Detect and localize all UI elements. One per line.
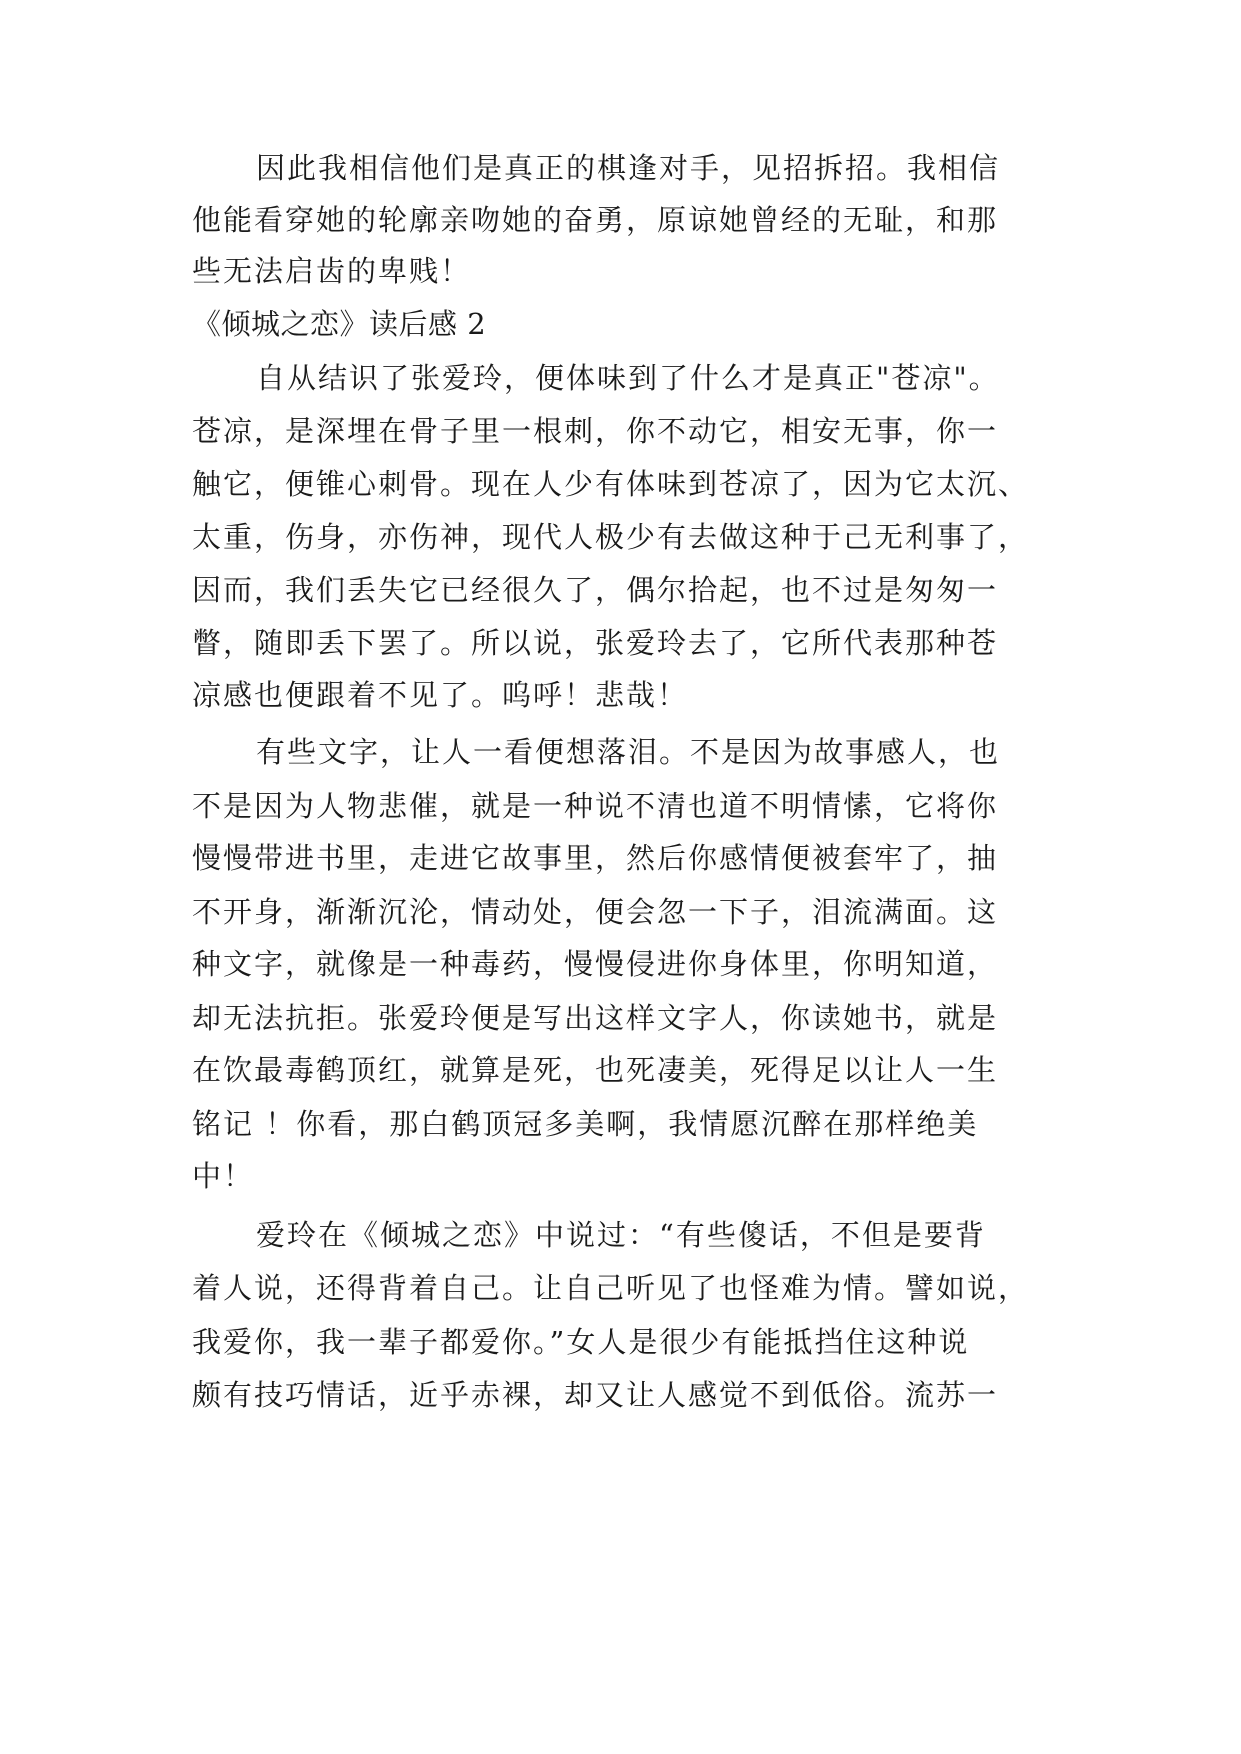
paragraph-line: 触它，便锥心刺骨。现在人少有体味到苍凉了，因为它太沉、 xyxy=(192,467,1030,501)
paragraph-line: 不开身，渐渐沉沦，情动处，便会忽一下子，泪流满面。这 xyxy=(192,895,999,929)
paragraph-line: 却无法抗拒。张爱玲便是写出这样文字人，你读她书，就是 xyxy=(192,1001,999,1035)
paragraph-line: 自从结识了张爱玲，便体味到了什么才是真正"苍凉"。 xyxy=(256,361,1000,395)
paragraph-line: 慢慢带进书里，走进它故事里，然后你感情便被套牢了，抽 xyxy=(192,841,999,875)
paragraph-line: 颇有技巧情话，近乎赤裸，却又让人感觉不到低俗。流苏一 xyxy=(192,1378,999,1412)
paragraph-line: 铭记 ！你看，那白鹤顶冠多美啊，我情愿沉醉在那样绝美 xyxy=(192,1107,979,1141)
paragraph-line: 他能看穿她的轮廓亲吻她的奋勇，原谅她曾经的无耻，和那 xyxy=(192,203,999,237)
paragraph-line: 苍凉，是深埋在骨子里一根刺，你不动它，相安无事，你一 xyxy=(192,414,999,448)
paragraph-line: 瞥，随即丢下罢了。所以说，张爱玲去了，它所代表那种苍 xyxy=(192,626,999,660)
paragraph-line: 太重，伤身，亦伤神，现代人极少有去做这种于己无利事了， xyxy=(192,520,1030,554)
paragraph-line: 爱玲在《倾城之恋》中说过：“有些傻话，不但是要背 xyxy=(256,1218,986,1252)
paragraph-line: 不是因为人物悲催，就是一种说不清也道不明情愫，它将你 xyxy=(192,789,999,823)
paragraph-line: 因而，我们丢失它已经很久了，偶尔拾起，也不过是匆匆一 xyxy=(192,573,999,607)
paragraph-line: 中！ xyxy=(192,1159,255,1193)
paragraph-line: 因此我相信他们是真正的棋逢对手，见招拆招。我相信 xyxy=(256,151,1001,185)
paragraph-line: 我爱你，我一辈子都爱你。”女人是很少有能抵挡住这种说 xyxy=(192,1325,970,1359)
paragraph-line: 着人说，还得背着自己。让自己听见了也怪难为情。譬如说， xyxy=(192,1271,1030,1305)
paragraph-line: 些无法启齿的卑贱！ xyxy=(192,254,472,288)
paragraph-line: 凉感也便跟着不见了。呜呼！悲哉！ xyxy=(192,678,689,712)
paragraph-line: 种文字，就像是一种毒药，慢慢侵进你身体里，你明知道， xyxy=(192,947,999,981)
paragraph-line: 有些文字，让人一看便想落泪。不是因为故事感人，也 xyxy=(256,735,1001,769)
paragraph-line: 在饮最毒鹤顶红，就算是死，也死凄美，死得足以让人一生 xyxy=(192,1053,999,1087)
section-heading: 《倾城之恋》读后感 2 xyxy=(192,307,487,341)
